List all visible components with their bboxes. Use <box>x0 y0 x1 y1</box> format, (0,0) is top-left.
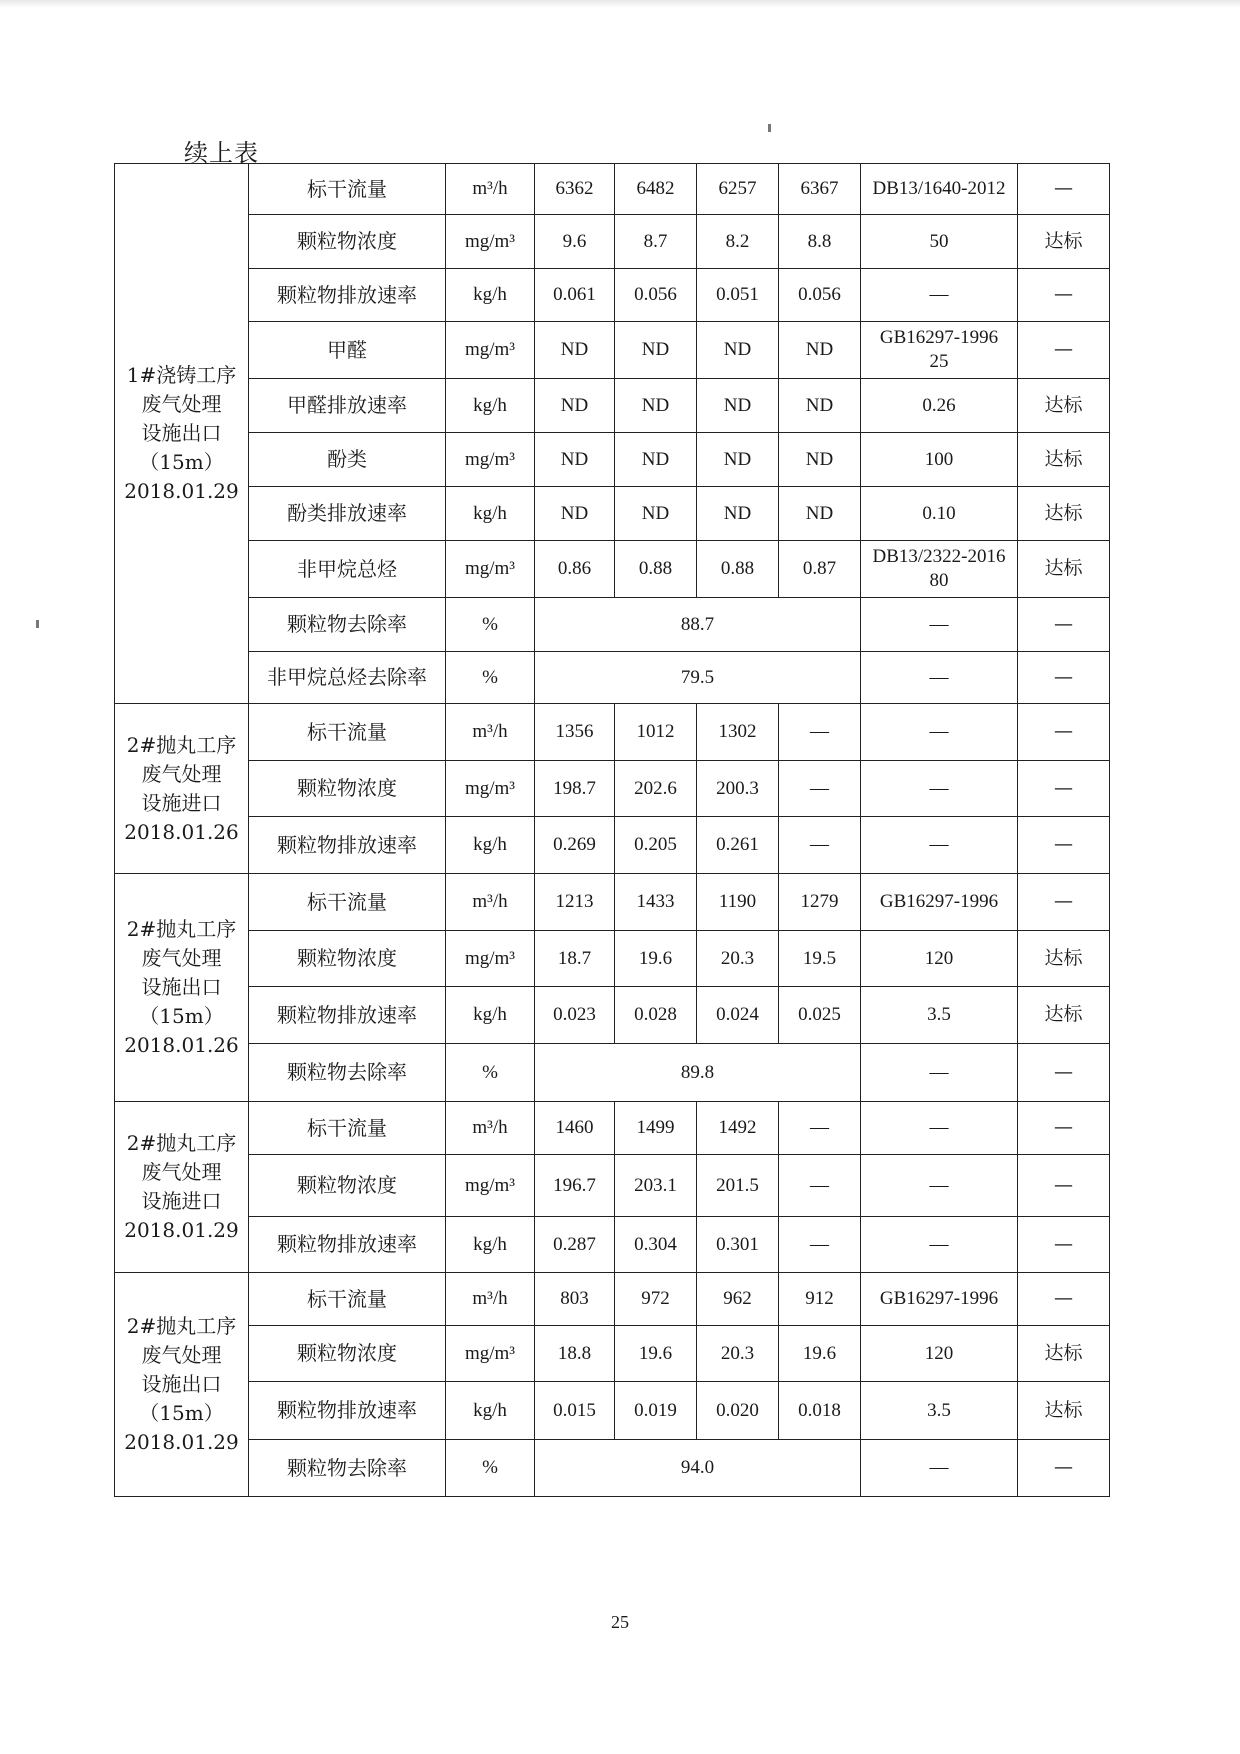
value-cell: — <box>779 1155 861 1217</box>
value-cell: 0.020 <box>697 1382 779 1440</box>
unit-cell: mg/m³ <box>446 433 535 487</box>
value-cell: 203.1 <box>615 1155 697 1217</box>
value-cell: 0.88 <box>697 541 779 598</box>
unit-cell: mg/m³ <box>446 541 535 598</box>
table-row <box>115 215 1110 269</box>
unit-cell: m³/h <box>446 1102 535 1155</box>
table-row <box>115 987 1110 1044</box>
standard-cell: — <box>861 761 1018 817</box>
value-cell: 1213 <box>535 874 615 931</box>
value-cell: 1492 <box>697 1102 779 1155</box>
result-cell: 达标 <box>1018 987 1110 1044</box>
value-cell: 0.86 <box>535 541 615 598</box>
location-line: 废气处理 <box>141 1160 222 1184</box>
table-row <box>115 1382 1110 1440</box>
table-row <box>115 269 1110 322</box>
table-row <box>115 541 1110 598</box>
value-cell: 1302 <box>697 704 779 761</box>
value-cell: 0.028 <box>615 987 697 1044</box>
standard-cell: GB16297-1996 <box>861 874 1018 931</box>
value-cell: ND <box>615 433 697 487</box>
location-line: 2018.01.29 <box>124 479 239 503</box>
standard-cell: — <box>861 598 1018 652</box>
standard-cell: 50 <box>861 215 1018 269</box>
value-cell: ND <box>697 322 779 379</box>
result-cell: — <box>1018 704 1110 761</box>
standard-cell: 0.10 <box>861 487 1018 541</box>
table-body <box>115 164 1110 1497</box>
table-row <box>115 164 1110 215</box>
standard-cell: — <box>861 652 1018 704</box>
value-cell: 0.287 <box>535 1217 615 1273</box>
value-cell: 0.061 <box>535 269 615 322</box>
value-cell: — <box>779 704 861 761</box>
value-cell: 202.6 <box>615 761 697 817</box>
result-cell: — <box>1018 598 1110 652</box>
location-line: （15m） <box>139 1401 224 1425</box>
result-cell: — <box>1018 874 1110 931</box>
standard-cell: — <box>861 269 1018 322</box>
value-cell: ND <box>697 487 779 541</box>
location-line: 设施进口 <box>141 790 222 815</box>
location-line: 2018.01.29 <box>124 1430 239 1454</box>
result-cell: — <box>1018 1217 1110 1273</box>
unit-cell: mg/m³ <box>446 931 535 987</box>
scan-speck <box>36 620 39 628</box>
unit-cell: m³/h <box>446 874 535 931</box>
result-cell: 达标 <box>1018 487 1110 541</box>
emission-monitoring-table <box>114 163 1110 1497</box>
result-cell: 达标 <box>1018 215 1110 269</box>
item-cell: 颗粒物浓度 <box>249 931 446 987</box>
merged-value-cell: 89.8 <box>535 1044 861 1102</box>
location-line: 废气处理 <box>141 1343 222 1367</box>
result-cell: — <box>1018 652 1110 704</box>
item-cell: 颗粒物排放速率 <box>249 1382 446 1440</box>
result-cell: — <box>1018 164 1110 215</box>
value-cell: ND <box>779 379 861 433</box>
value-cell: ND <box>697 433 779 487</box>
value-cell: 8.7 <box>615 215 697 269</box>
location-line: 2#抛丸工序 <box>126 1131 237 1155</box>
value-cell: 200.3 <box>697 761 779 817</box>
unit-cell: kg/h <box>446 1382 535 1440</box>
value-cell: 0.051 <box>697 269 779 322</box>
item-cell: 颗粒物去除率 <box>249 1044 446 1102</box>
location-line: （15m） <box>139 1004 224 1028</box>
result-cell: — <box>1018 1440 1110 1497</box>
result-cell: — <box>1018 761 1110 817</box>
value-cell: 1190 <box>697 874 779 931</box>
item-cell: 标干流量 <box>249 164 446 215</box>
unit-cell: m³/h <box>446 704 535 761</box>
table-row <box>115 1440 1110 1497</box>
item-cell: 标干流量 <box>249 704 446 761</box>
value-cell: ND <box>535 487 615 541</box>
table-row <box>115 1217 1110 1273</box>
value-cell: 1433 <box>615 874 697 931</box>
value-cell: 0.304 <box>615 1217 697 1273</box>
standard-cell: GB16297-1996 <box>861 1273 1018 1326</box>
value-cell: 0.261 <box>697 817 779 874</box>
result-cell: 达标 <box>1018 1382 1110 1440</box>
merged-value-cell: 79.5 <box>535 652 861 704</box>
value-cell: 0.205 <box>615 817 697 874</box>
value-cell: 0.019 <box>615 1382 697 1440</box>
value-cell: 0.015 <box>535 1382 615 1440</box>
scan-speck <box>768 124 771 132</box>
value-cell: ND <box>535 433 615 487</box>
table-row <box>115 704 1110 761</box>
value-cell: ND <box>615 379 697 433</box>
value-cell: 20.3 <box>697 1326 779 1382</box>
location-line: 1#浇铸工序 <box>126 363 237 387</box>
item-cell: 标干流量 <box>249 1102 446 1155</box>
item-cell: 酚类 <box>249 433 446 487</box>
standard-cell: — <box>861 1440 1018 1497</box>
location-line: 废气处理 <box>141 392 222 416</box>
monitoring-location-cell <box>115 874 249 1102</box>
table-row <box>115 931 1110 987</box>
value-cell: 19.6 <box>615 1326 697 1382</box>
unit-cell: kg/h <box>446 817 535 874</box>
value-cell: 8.8 <box>779 215 861 269</box>
result-cell: 达标 <box>1018 433 1110 487</box>
value-cell: 1356 <box>535 704 615 761</box>
standard-cell: 3.5 <box>861 1382 1018 1440</box>
result-cell: — <box>1018 1102 1110 1155</box>
table-row <box>115 1155 1110 1217</box>
location-line: 废气处理 <box>141 761 222 786</box>
table-row <box>115 874 1110 931</box>
monitoring-location-cell <box>115 704 249 874</box>
location-line: 2018.01.29 <box>124 1218 239 1242</box>
value-cell: ND <box>779 322 861 379</box>
value-cell: ND <box>779 433 861 487</box>
standard-cell: — <box>861 1217 1018 1273</box>
unit-cell: mg/m³ <box>446 322 535 379</box>
standard-cell: 120 <box>861 931 1018 987</box>
unit-cell: m³/h <box>446 1273 535 1326</box>
value-cell: 1012 <box>615 704 697 761</box>
value-cell: ND <box>615 487 697 541</box>
item-cell: 非甲烷总烃 <box>249 541 446 598</box>
standard-cell: — <box>861 1102 1018 1155</box>
standard-cell: GB16297-1996 25 <box>861 322 1018 379</box>
value-cell: ND <box>697 379 779 433</box>
value-cell: 198.7 <box>535 761 615 817</box>
unit-cell: kg/h <box>446 987 535 1044</box>
table-row <box>115 322 1110 379</box>
unit-cell: % <box>446 1440 535 1497</box>
item-cell: 甲醛排放速率 <box>249 379 446 433</box>
value-cell: 6482 <box>615 164 697 215</box>
unit-cell: mg/m³ <box>446 761 535 817</box>
table-row <box>115 1102 1110 1155</box>
table-row <box>115 652 1110 704</box>
value-cell: 9.6 <box>535 215 615 269</box>
result-cell: 达标 <box>1018 379 1110 433</box>
location-line: 废气处理 <box>141 946 222 970</box>
value-cell: ND <box>615 322 697 379</box>
unit-cell: mg/m³ <box>446 1326 535 1382</box>
value-cell: ND <box>535 379 615 433</box>
value-cell: 0.024 <box>697 987 779 1044</box>
item-cell: 颗粒物浓度 <box>249 1155 446 1217</box>
value-cell: 20.3 <box>697 931 779 987</box>
table-row <box>115 1326 1110 1382</box>
location-line: （15m） <box>139 450 224 474</box>
result-cell: — <box>1018 1155 1110 1217</box>
standard-cell: — <box>861 704 1018 761</box>
item-cell: 酚类排放速率 <box>249 487 446 541</box>
value-cell: 6367 <box>779 164 861 215</box>
value-cell: ND <box>535 322 615 379</box>
result-cell: — <box>1018 1044 1110 1102</box>
merged-value-cell: 94.0 <box>535 1440 861 1497</box>
value-cell: — <box>779 1217 861 1273</box>
value-cell: 6257 <box>697 164 779 215</box>
unit-cell: kg/h <box>446 379 535 433</box>
value-cell: 19.6 <box>779 1326 861 1382</box>
location-line: 2018.01.26 <box>124 1033 239 1057</box>
standard-cell: 100 <box>861 433 1018 487</box>
standard-cell: DB13/2322-2016 80 <box>861 541 1018 598</box>
result-cell: — <box>1018 322 1110 379</box>
value-cell: 0.269 <box>535 817 615 874</box>
standard-cell: — <box>861 817 1018 874</box>
item-cell: 非甲烷总烃去除率 <box>249 652 446 704</box>
item-cell: 颗粒物排放速率 <box>249 817 446 874</box>
unit-cell: kg/h <box>446 269 535 322</box>
value-cell: 0.056 <box>779 269 861 322</box>
scan-top-edge <box>0 0 1240 8</box>
standard-cell: — <box>861 1155 1018 1217</box>
item-cell: 甲醛 <box>249 322 446 379</box>
value-cell: 1279 <box>779 874 861 931</box>
value-cell: 8.2 <box>697 215 779 269</box>
page-number: 25 <box>611 1612 629 1632</box>
unit-cell: % <box>446 652 535 704</box>
monitoring-location-cell <box>115 164 249 704</box>
table-row <box>115 598 1110 652</box>
item-cell: 标干流量 <box>249 874 446 931</box>
standard-cell: 3.5 <box>861 987 1018 1044</box>
value-cell: 912 <box>779 1273 861 1326</box>
unit-cell: m³/h <box>446 164 535 215</box>
value-cell: — <box>779 761 861 817</box>
value-cell: 18.7 <box>535 931 615 987</box>
table-row <box>115 433 1110 487</box>
location-line: 设施出口 <box>141 421 222 445</box>
location-line: 2#抛丸工序 <box>126 1314 237 1338</box>
monitoring-location-cell <box>115 1273 249 1497</box>
unit-cell: % <box>446 1044 535 1102</box>
value-cell: 962 <box>697 1273 779 1326</box>
value-cell: 803 <box>535 1273 615 1326</box>
item-cell: 颗粒物排放速率 <box>249 1217 446 1273</box>
table-row <box>115 761 1110 817</box>
location-line: 2#抛丸工序 <box>126 917 237 941</box>
unit-cell: mg/m³ <box>446 215 535 269</box>
result-cell: — <box>1018 269 1110 322</box>
location-line: 2018.01.26 <box>124 819 239 844</box>
location-line: 设施出口 <box>141 1372 222 1396</box>
value-cell: 972 <box>615 1273 697 1326</box>
unit-cell: kg/h <box>446 487 535 541</box>
value-cell: 6362 <box>535 164 615 215</box>
result-cell: — <box>1018 1273 1110 1326</box>
item-cell: 颗粒物排放速率 <box>249 269 446 322</box>
item-cell: 颗粒物去除率 <box>249 1440 446 1497</box>
value-cell: 1499 <box>615 1102 697 1155</box>
table-row <box>115 487 1110 541</box>
table-row <box>115 379 1110 433</box>
standard-cell: DB13/1640-2012 <box>861 164 1018 215</box>
value-cell: 201.5 <box>697 1155 779 1217</box>
unit-cell: mg/m³ <box>446 1155 535 1217</box>
result-cell: 达标 <box>1018 1326 1110 1382</box>
location-line: 2#抛丸工序 <box>126 732 237 757</box>
value-cell: ND <box>779 487 861 541</box>
value-cell: 0.88 <box>615 541 697 598</box>
unit-cell: kg/h <box>446 1217 535 1273</box>
location-line: 设施出口 <box>141 975 222 999</box>
merged-value-cell: 88.7 <box>535 598 861 652</box>
value-cell: 0.87 <box>779 541 861 598</box>
value-cell: 0.025 <box>779 987 861 1044</box>
table-caption: 续上表 <box>184 139 259 167</box>
value-cell: 0.056 <box>615 269 697 322</box>
item-cell: 颗粒物浓度 <box>249 761 446 817</box>
location-line: 设施进口 <box>141 1189 222 1213</box>
value-cell: — <box>779 817 861 874</box>
table-row <box>115 1044 1110 1102</box>
table-row <box>115 817 1110 874</box>
standard-cell: 0.26 <box>861 379 1018 433</box>
value-cell: 0.301 <box>697 1217 779 1273</box>
value-cell: 0.023 <box>535 987 615 1044</box>
value-cell: 19.5 <box>779 931 861 987</box>
item-cell: 颗粒物浓度 <box>249 215 446 269</box>
value-cell: 196.7 <box>535 1155 615 1217</box>
result-cell: — <box>1018 817 1110 874</box>
value-cell: 18.8 <box>535 1326 615 1382</box>
standard-cell: 120 <box>861 1326 1018 1382</box>
unit-cell: % <box>446 598 535 652</box>
value-cell: 0.018 <box>779 1382 861 1440</box>
value-cell: — <box>779 1102 861 1155</box>
standard-cell: — <box>861 1044 1018 1102</box>
monitoring-location-cell <box>115 1102 249 1273</box>
item-cell: 标干流量 <box>249 1273 446 1326</box>
item-cell: 颗粒物排放速率 <box>249 987 446 1044</box>
table-row <box>115 1273 1110 1326</box>
result-cell: 达标 <box>1018 541 1110 598</box>
item-cell: 颗粒物去除率 <box>249 598 446 652</box>
item-cell: 颗粒物浓度 <box>249 1326 446 1382</box>
result-cell: 达标 <box>1018 931 1110 987</box>
value-cell: 19.6 <box>615 931 697 987</box>
value-cell: 1460 <box>535 1102 615 1155</box>
